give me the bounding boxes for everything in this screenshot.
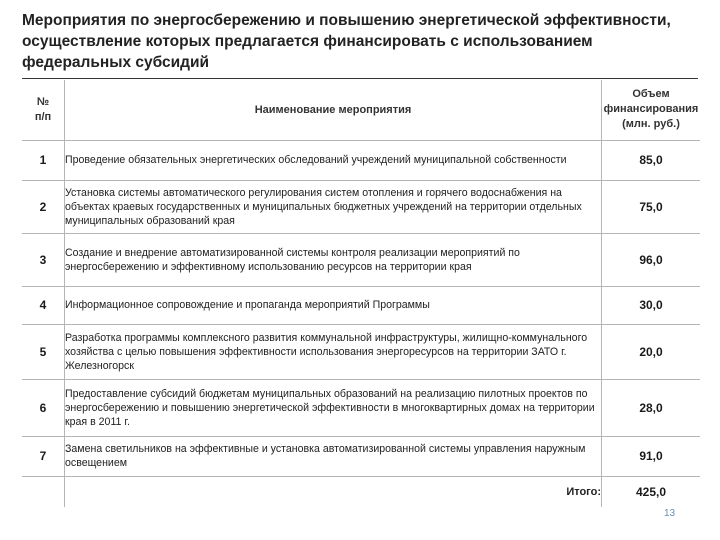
row-name: Установка системы автоматического регулирования систем отопления и горячего водоснабжения на объектах краевых государственных и муниципальных бюджетных учреждений на территории отдельных муниципальных образований края xyxy=(65,180,602,233)
row-name: Замена светильников на эффективные и установка автоматизированной системы управления наружным освещением xyxy=(65,436,602,476)
row-number: 3 xyxy=(22,233,65,286)
table-row xyxy=(22,436,700,476)
table-row xyxy=(22,180,700,233)
row-amount: 85,0 xyxy=(602,140,701,180)
header-number xyxy=(22,80,65,140)
header-amount xyxy=(602,80,701,140)
row-name: Разработка программы комплексного развития коммунальной инфраструктуры, жилищно-коммунального хозяйства с целью повышения эффективности использования энергоресурсов на территории ЗАТО г. Железногорск xyxy=(65,324,602,379)
row-amount: 30,0 xyxy=(602,286,701,324)
row-number: 6 xyxy=(22,379,65,436)
row-amount: 20,0 xyxy=(602,324,701,379)
header-number-line2: п/п xyxy=(34,110,52,123)
row-name: Предоставление субсидий бюджетам муниципальных образований на реализацию пилотных проектов по энергосбережению и повышению энергетической эффективности в многоквартирных домах на территории края в 2011 г. xyxy=(65,379,602,436)
row-name: Информационное сопровождение и пропаганда мероприятий Программы xyxy=(65,286,602,324)
row-number: 5 xyxy=(22,324,65,379)
header-amount-line1: Объем xyxy=(632,88,670,101)
table-row xyxy=(22,140,700,180)
row-amount: 96,0 xyxy=(602,233,701,286)
row-amount: 28,0 xyxy=(602,379,701,436)
row-number: 7 xyxy=(22,436,65,476)
row-name: Проведение обязательных энергетических обследований учреждений муниципальной собственности xyxy=(65,140,602,180)
table-row xyxy=(22,233,700,286)
title-divider xyxy=(22,78,698,79)
page-number: 13 xyxy=(664,508,676,519)
row-name: Создание и внедрение автоматизированной системы контроля реализации мероприятий по энергосбережению и эффективному использованию ресурсов на территории края xyxy=(65,233,602,286)
table-row xyxy=(22,324,700,379)
row-number: 4 xyxy=(22,286,65,324)
table-row xyxy=(22,379,700,436)
total-row xyxy=(22,476,700,507)
table-header-row xyxy=(22,80,700,140)
header-number-line1: № xyxy=(36,95,50,108)
header-amount-line3: (млн. руб.) xyxy=(622,118,680,131)
total-label: Итого: xyxy=(65,476,602,507)
header-name: Наименование мероприятия xyxy=(65,80,602,140)
funding-table xyxy=(22,80,700,507)
row-amount: 75,0 xyxy=(602,180,701,233)
table-row xyxy=(22,286,700,324)
row-number: 1 xyxy=(22,140,65,180)
total-value: 425,0 xyxy=(635,484,667,499)
row-number: 2 xyxy=(22,180,65,233)
total-number-cell xyxy=(22,476,65,507)
slide-title: Мероприятия по энергосбережению и повышению энергетической эффективности, осуществление которых предлагается финансировать с использованием федеральных субсидий xyxy=(22,12,671,71)
row-amount: 91,0 xyxy=(602,436,701,476)
header-amount-line2: финансирования xyxy=(603,103,699,116)
